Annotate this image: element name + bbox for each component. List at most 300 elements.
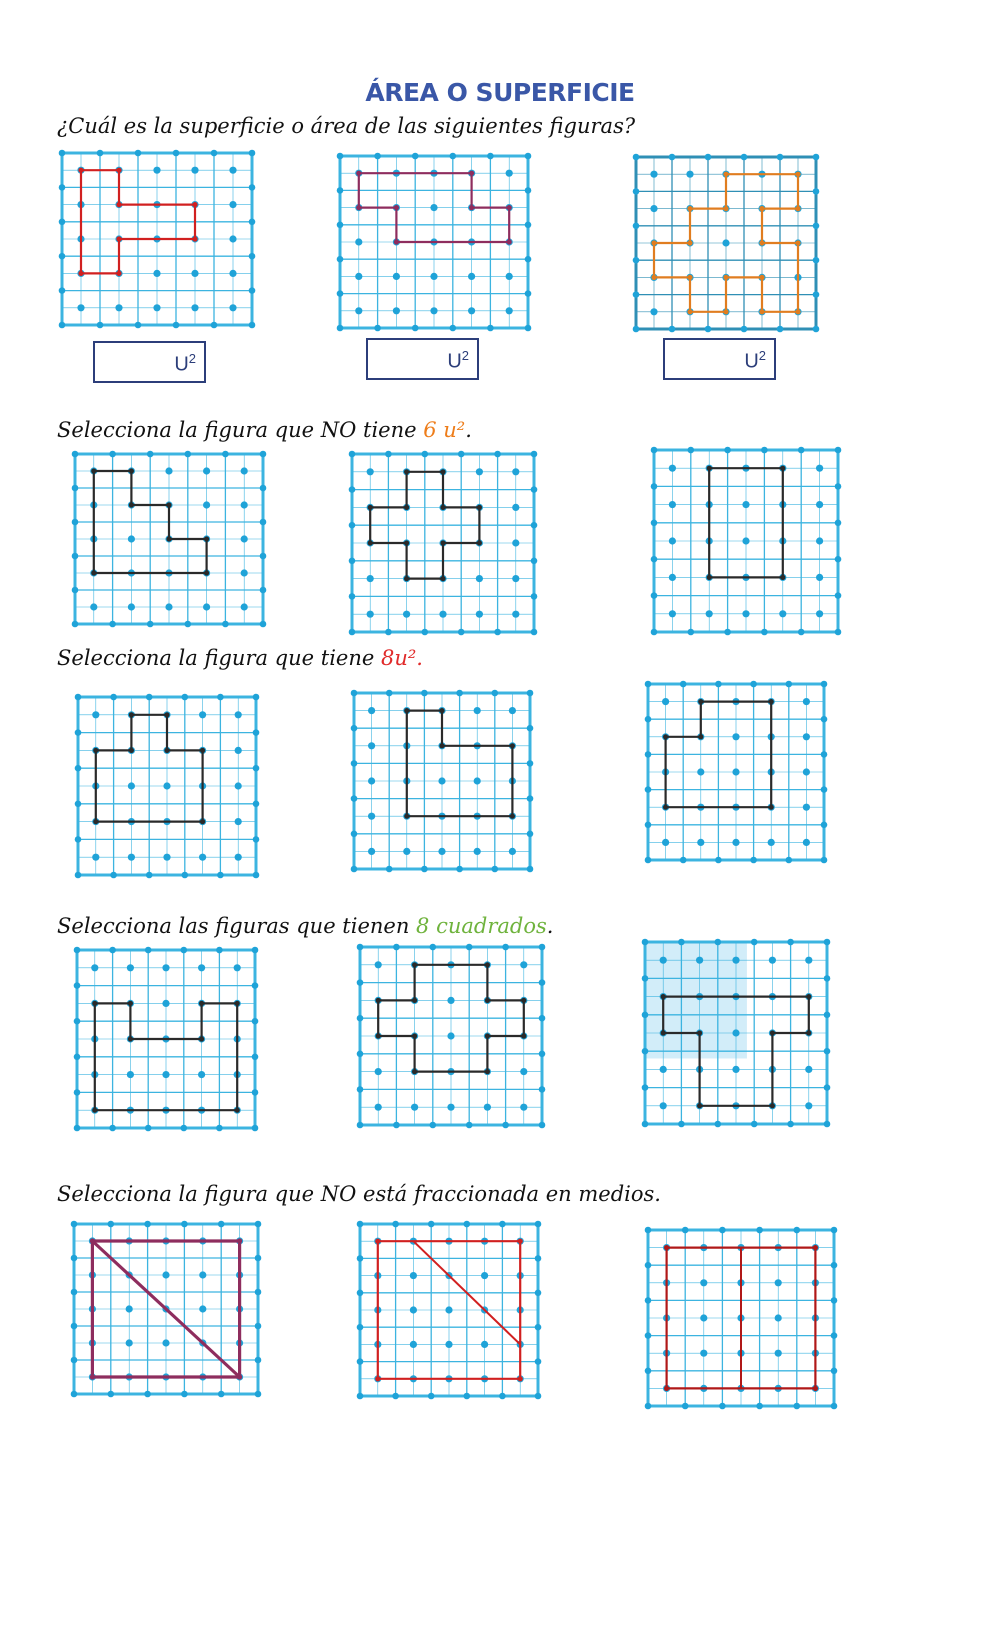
edge-dot — [74, 947, 81, 954]
grid-dot — [742, 537, 749, 544]
q2-option-2[interactable] — [346, 448, 540, 638]
edge-dot — [412, 325, 419, 332]
grid-dot — [439, 611, 446, 618]
vertex-dot — [707, 466, 712, 471]
edge-dot — [794, 1403, 801, 1410]
grid-dot — [742, 501, 749, 508]
question-2 — [57, 418, 472, 442]
edge-dot — [525, 325, 532, 332]
edge-dot — [756, 1227, 763, 1234]
q2-option-3[interactable] — [648, 444, 844, 638]
grid-dot — [165, 603, 172, 610]
edge-dot — [669, 154, 676, 161]
grid-dot — [438, 777, 445, 784]
grid-dot — [805, 957, 812, 964]
edge-dot — [351, 690, 358, 697]
edge-dot — [824, 1084, 831, 1091]
vertex-dot — [770, 1103, 775, 1108]
edge-dot — [222, 451, 229, 458]
answer-box-1[interactable] — [93, 341, 206, 383]
grid-dot — [229, 270, 236, 277]
edge-dot — [741, 326, 748, 333]
grid-dot — [126, 1339, 133, 1346]
edge-dot — [144, 1221, 151, 1228]
edge-dot — [109, 451, 116, 458]
vertex-dot — [780, 466, 785, 471]
edge-dot — [535, 1393, 542, 1400]
grid-dot — [805, 1102, 812, 1109]
grid-dot — [768, 839, 775, 846]
vertex-dot — [404, 505, 409, 510]
edge-dot — [487, 153, 494, 160]
question-2-text: Selecciona la figura que NO tiene — [57, 418, 424, 442]
edge-dot — [831, 1262, 838, 1269]
vertex-dot — [663, 805, 668, 810]
edge-dot — [75, 729, 82, 736]
edge-dot — [357, 1015, 364, 1022]
question-2-highlight: 6 u² — [423, 418, 466, 442]
edge-dot — [813, 291, 820, 298]
edge-dot — [185, 621, 192, 628]
edge-dot — [357, 1290, 364, 1297]
vertex-dot — [92, 1108, 97, 1113]
edge-dot — [421, 866, 428, 873]
vertex-dot — [376, 998, 381, 1003]
vertex-dot — [164, 748, 169, 753]
grid-dot — [662, 698, 669, 705]
edge-dot — [337, 153, 344, 160]
edge-dot — [642, 939, 649, 946]
edge-dot — [392, 1221, 399, 1228]
edge-dot — [146, 694, 153, 701]
edge-dot — [527, 690, 534, 697]
grid-dot — [191, 270, 198, 277]
edge-dot — [821, 681, 828, 688]
grid-dot — [660, 1066, 667, 1073]
grid-dot — [153, 270, 160, 277]
edge-dot — [75, 872, 82, 879]
edge-dot — [145, 1125, 152, 1132]
grid-dot — [484, 1104, 491, 1111]
edge-dot — [252, 947, 259, 954]
edge-dot — [249, 287, 256, 294]
grid-dot — [153, 167, 160, 174]
vertex-dot — [440, 576, 445, 581]
unit-label: $U^2$ — [447, 348, 469, 373]
edge-dot — [211, 150, 218, 157]
edge-dot — [385, 451, 392, 458]
grid-dot — [162, 1271, 169, 1278]
vertex-dot — [192, 202, 197, 207]
edge-dot — [688, 447, 695, 454]
edge-dot — [835, 629, 842, 636]
edge-dot — [59, 150, 66, 157]
vertex-dot — [440, 469, 445, 474]
grid-dot — [816, 574, 823, 581]
vertex-dot — [440, 540, 445, 545]
edge-dot — [642, 1084, 649, 1091]
grid-dot — [368, 707, 375, 714]
question-3-highlight: 8u². — [380, 646, 423, 670]
q5-option-3[interactable] — [642, 1224, 840, 1412]
edge-dot — [761, 447, 768, 454]
edge-dot — [835, 592, 842, 599]
vertex-dot — [687, 309, 692, 314]
grid-dot — [447, 1104, 454, 1111]
edge-dot — [337, 290, 344, 297]
edge-dot — [645, 857, 652, 864]
edge-dot — [349, 451, 356, 458]
edge-dot — [252, 982, 259, 989]
edge-dot — [72, 621, 79, 628]
question-5: Selecciona la figura que NO está fraccionada en medios. — [57, 1182, 661, 1206]
edge-dot — [494, 629, 501, 636]
grid-dot — [92, 854, 99, 861]
edge-dot — [357, 1086, 364, 1093]
grid-dot — [165, 467, 172, 474]
grid-dot — [816, 537, 823, 544]
q5-option-1[interactable] — [68, 1218, 264, 1400]
vertex-dot — [116, 236, 121, 241]
grid-dot — [234, 964, 241, 971]
edge-dot — [337, 187, 344, 194]
vertex-dot — [199, 1036, 204, 1041]
grid-dot — [512, 575, 519, 582]
edge-dot — [466, 1122, 473, 1129]
edge-dot — [135, 150, 142, 157]
grid-dot — [229, 167, 236, 174]
edge-dot — [531, 558, 538, 565]
grid-dot — [445, 1306, 452, 1313]
grid-dot — [512, 504, 519, 511]
vertex-dot — [518, 1239, 523, 1244]
q2-option-1[interactable] — [69, 448, 269, 630]
edge-dot — [715, 681, 722, 688]
edge-dot — [337, 222, 344, 229]
edge-dot — [357, 1051, 364, 1058]
edge-dot — [393, 944, 400, 951]
vertex-dot — [412, 1069, 417, 1074]
grid-dot — [235, 854, 242, 861]
grid-dot — [512, 468, 519, 475]
edge-dot — [715, 1121, 722, 1128]
edge-dot — [719, 1227, 726, 1234]
edge-dot — [645, 1368, 652, 1375]
vertex-dot — [795, 206, 800, 211]
edge-dot — [75, 765, 82, 772]
edge-dot — [835, 447, 842, 454]
edge-dot — [217, 872, 224, 879]
edge-dot — [374, 153, 381, 160]
edge-dot — [531, 451, 538, 458]
vertex-dot — [375, 1376, 380, 1381]
edge-dot — [531, 486, 538, 493]
edge-dot — [412, 153, 419, 160]
edge-dot — [835, 556, 842, 563]
grid-dot — [512, 611, 519, 618]
q4-option-2[interactable] — [354, 941, 548, 1131]
vertex-dot — [651, 275, 656, 280]
vertex-dot — [723, 275, 728, 280]
grid-dot — [368, 848, 375, 855]
edge-dot — [531, 522, 538, 529]
edge-dot — [821, 786, 828, 793]
edge-dot — [430, 944, 437, 951]
grid-dot — [474, 848, 481, 855]
grid-dot — [700, 1279, 707, 1286]
vertex-dot — [129, 468, 134, 473]
edge-dot — [539, 1015, 546, 1022]
edge-dot — [835, 483, 842, 490]
edge-dot — [831, 1297, 838, 1304]
edge-dot — [255, 1323, 262, 1330]
q3-option-1[interactable] — [72, 691, 262, 881]
edge-dot — [633, 154, 640, 161]
edge-dot — [705, 326, 712, 333]
answer-box-2[interactable] — [366, 338, 479, 380]
edge-dot — [59, 322, 66, 329]
edge-dot — [750, 681, 757, 688]
vertex-dot — [128, 1001, 133, 1006]
edge-dot — [260, 519, 267, 526]
grid-dot — [700, 1350, 707, 1357]
edge-dot — [651, 520, 658, 527]
edge-dot — [255, 1289, 262, 1296]
edge-dot — [110, 872, 117, 879]
grid-dot — [115, 304, 122, 311]
vertex-dot — [394, 239, 399, 244]
edge-dot — [216, 947, 223, 954]
edge-dot — [71, 1221, 78, 1228]
grid-dot — [520, 1104, 527, 1111]
vertex-dot — [723, 206, 728, 211]
edge-dot — [680, 681, 687, 688]
grid-dot — [430, 273, 437, 280]
vertex-dot — [664, 1386, 669, 1391]
vertex-dot — [235, 1001, 240, 1006]
edge-dot — [71, 1357, 78, 1364]
q3-option-2[interactable] — [348, 687, 536, 875]
edge-dot — [260, 587, 267, 594]
edge-dot — [502, 944, 509, 951]
vertex-dot — [477, 540, 482, 545]
edge-dot — [182, 694, 189, 701]
grid-dot — [447, 1032, 454, 1039]
vertex-dot — [795, 240, 800, 245]
edge-dot — [255, 1391, 262, 1398]
unit-label: $U^2$ — [174, 351, 196, 376]
edge-dot — [724, 629, 731, 636]
grid-dot — [191, 167, 198, 174]
vertex-dot — [116, 168, 121, 173]
edge-dot — [110, 694, 117, 701]
edge-dot — [386, 866, 393, 873]
edge-dot — [539, 979, 546, 986]
edge-dot — [392, 1393, 399, 1400]
grid-dot — [163, 782, 170, 789]
grid-dot — [474, 707, 481, 714]
grid-dot — [199, 1271, 206, 1278]
grid-dot — [153, 304, 160, 311]
edge-dot — [539, 1086, 546, 1093]
question-4 — [57, 914, 553, 938]
grid-dot — [732, 957, 739, 964]
edge-dot — [824, 939, 831, 946]
grid-dot — [722, 239, 729, 246]
grid-dot — [241, 467, 248, 474]
q5-option-2[interactable] — [354, 1218, 544, 1402]
edge-dot — [642, 1048, 649, 1055]
vertex-dot — [521, 998, 526, 1003]
edge-dot — [633, 188, 640, 195]
grid-dot — [403, 848, 410, 855]
grid-dot — [162, 1071, 169, 1078]
edge-dot — [74, 1018, 81, 1025]
edge-dot — [633, 326, 640, 333]
vertex-dot — [404, 540, 409, 545]
grid-dot — [438, 848, 445, 855]
edge-dot — [351, 795, 358, 802]
edge-dot — [218, 1221, 225, 1228]
vertex-dot — [521, 1033, 526, 1038]
edge-dot — [642, 1012, 649, 1019]
grid-dot — [506, 273, 513, 280]
edge-dot — [715, 857, 722, 864]
grid-dot — [77, 304, 84, 311]
grid-dot — [803, 804, 810, 811]
vertex-dot — [795, 172, 800, 177]
edge-dot — [252, 1018, 259, 1025]
edge-dot — [252, 1125, 259, 1132]
edge-dot — [715, 939, 722, 946]
grid-dot — [476, 575, 483, 582]
edge-dot — [71, 1391, 78, 1398]
answer-box-3[interactable] — [663, 338, 776, 380]
grid-dot — [375, 1068, 382, 1075]
grid-dot — [368, 742, 375, 749]
edge-dot — [357, 1393, 364, 1400]
q4-option-1[interactable] — [71, 944, 261, 1134]
edge-dot — [824, 1012, 831, 1019]
edge-dot — [253, 801, 260, 808]
vertex-dot — [200, 819, 205, 824]
vertex-dot — [404, 576, 409, 581]
edge-dot — [525, 256, 532, 263]
vertex-dot — [439, 708, 444, 713]
vertex-dot — [759, 240, 764, 245]
edge-dot — [109, 621, 116, 628]
grid-dot — [445, 1341, 452, 1348]
edge-dot — [216, 1125, 223, 1132]
edge-dot — [422, 451, 429, 458]
grid-dot — [430, 204, 437, 211]
grid-dot — [235, 818, 242, 825]
grid-dot — [732, 733, 739, 740]
vertex-dot — [129, 502, 134, 507]
q4-option-3[interactable] — [639, 936, 833, 1130]
edge-dot — [456, 866, 463, 873]
edge-dot — [260, 621, 267, 628]
edge-dot — [724, 447, 731, 454]
edge-dot — [185, 451, 192, 458]
edge-dot — [181, 1391, 188, 1398]
edge-dot — [651, 483, 658, 490]
grid-dot — [92, 711, 99, 718]
vertex-dot — [485, 998, 490, 1003]
grid-dot — [669, 610, 676, 617]
vertex-dot — [404, 469, 409, 474]
edge-dot — [821, 716, 828, 723]
edge-dot — [645, 1332, 652, 1339]
vertex-dot — [806, 1030, 811, 1035]
edge-dot — [831, 1332, 838, 1339]
edge-dot — [494, 451, 501, 458]
vertex-dot — [368, 540, 373, 545]
grid-dot — [662, 839, 669, 846]
edge-dot — [182, 872, 189, 879]
grid-dot — [696, 957, 703, 964]
grid-dot — [191, 304, 198, 311]
edge-dot — [357, 1122, 364, 1129]
edge-dot — [645, 786, 652, 793]
vertex-dot — [769, 699, 774, 704]
grid-dot — [686, 171, 693, 178]
edge-dot — [645, 681, 652, 688]
edge-dot — [72, 519, 79, 526]
edge-dot — [450, 153, 457, 160]
vertex-dot — [237, 1374, 242, 1379]
vertex-dot — [368, 505, 373, 510]
vertex-dot — [661, 994, 666, 999]
grid-dot — [241, 569, 248, 576]
vertex-dot — [698, 734, 703, 739]
grid-dot — [128, 854, 135, 861]
edge-dot — [71, 1255, 78, 1262]
edge-dot — [252, 1054, 259, 1061]
edge-dot — [59, 184, 66, 191]
edge-dot — [351, 866, 358, 873]
edge-dot — [108, 1391, 115, 1398]
edge-dot — [337, 256, 344, 263]
edge-dot — [255, 1255, 262, 1262]
vertex-dot — [759, 275, 764, 280]
vertex-dot — [93, 748, 98, 753]
area-figure-3 — [630, 151, 822, 335]
edge-dot — [787, 939, 794, 946]
q3-option-3[interactable] — [642, 678, 830, 866]
edge-dot — [525, 187, 532, 194]
edge-dot — [821, 751, 828, 758]
edge-dot — [633, 223, 640, 230]
edge-dot — [249, 253, 256, 260]
edge-dot — [777, 326, 784, 333]
edge-dot — [651, 592, 658, 599]
edge-dot — [539, 944, 546, 951]
grid-dot — [520, 1068, 527, 1075]
edge-dot — [502, 1122, 509, 1129]
edge-dot — [173, 322, 180, 329]
grid-dot — [742, 610, 749, 617]
edge-dot — [678, 1121, 685, 1128]
vertex-dot — [92, 1001, 97, 1006]
edge-dot — [71, 1323, 78, 1330]
grid-dot — [375, 961, 382, 968]
edge-dot — [351, 831, 358, 838]
grid-dot — [403, 611, 410, 618]
edge-dot — [786, 681, 793, 688]
vertex-dot — [813, 1386, 818, 1391]
grid-dot — [199, 854, 206, 861]
